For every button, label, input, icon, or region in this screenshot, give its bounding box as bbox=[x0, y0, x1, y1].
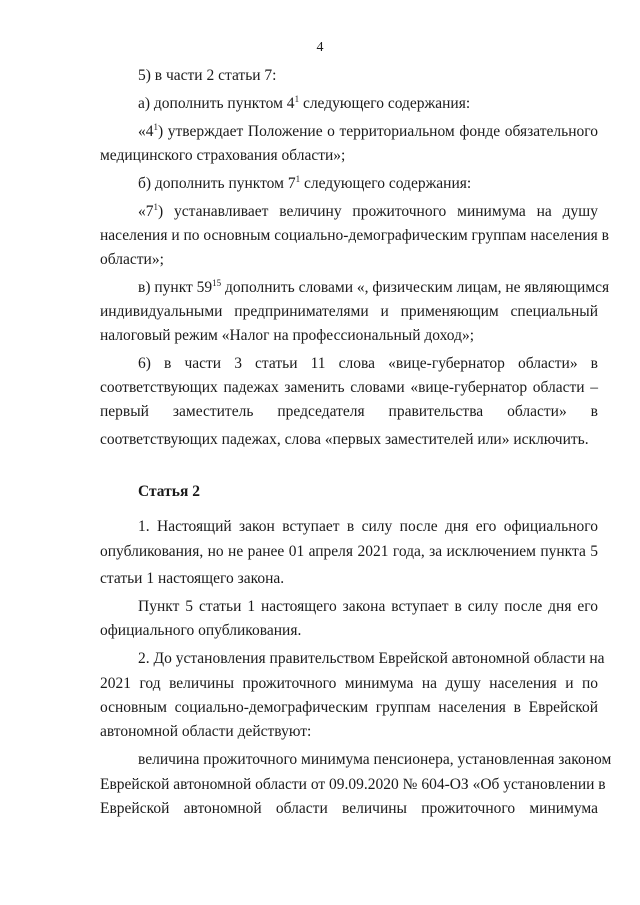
text-line: основным социально-демографическим группам населения в Еврейской bbox=[100, 699, 598, 716]
text-line: «$4^1$) утверждает Положение о территориальном фонде обязательного bbox=[138, 122, 598, 140]
article-heading: Статья 2 bbox=[138, 483, 200, 500]
text-line: «$7^1$) устанавливает величину прожиточного минимума на душу bbox=[138, 202, 598, 220]
text-line: официального опубликования. bbox=[100, 622, 302, 639]
text-line: области»; bbox=[100, 251, 164, 268]
text-line: 2021 год величины прожиточного минимума на душу населения и по bbox=[100, 675, 598, 692]
text-line: 1. Настоящий закон вступает в силу после дня его официального bbox=[138, 518, 598, 535]
text-line: Пункт 5 статьи 1 настоящего закона вступает в силу после дня его bbox=[138, 598, 598, 615]
page-number: 4 bbox=[316, 40, 324, 55]
text-line: статьи 1 настоящего закона. bbox=[100, 570, 285, 587]
text-line: соответствующих падежах, слова «первых заместителей или» исключить. bbox=[100, 431, 589, 448]
text-line: медицинского страхования области»; bbox=[100, 147, 346, 164]
text-line: 5) в части 2 статьи 7: bbox=[138, 67, 277, 84]
text-line: налоговый режим «Налог на профессиональный доход»; bbox=[100, 327, 475, 344]
text-line: а) дополнить пунктом $4^1$ следующего содержания: bbox=[138, 94, 471, 112]
text-line: опубликования, но не ранее 01 апреля 2021 года, за исключением пункта 5 bbox=[100, 543, 598, 560]
text-line: б) дополнить пунктом $7^1$ следующего содержания: bbox=[138, 174, 472, 192]
text-line: населения и по основным социально-демографическим группам населения в bbox=[100, 227, 609, 244]
text-line: Еврейской автономной области от 09.09.2020 № 604-ОЗ «Об установлении в bbox=[100, 776, 606, 793]
text-line: соответствующих падежах заменить словами «вице-губернатор области – bbox=[100, 379, 598, 396]
text-line: автономной области действуют: bbox=[100, 723, 312, 740]
text-line: Еврейской автономной области величины прожиточного минимума bbox=[100, 800, 598, 817]
text-line: величина прожиточного минимума пенсионера, установленная законом bbox=[138, 751, 612, 768]
text-line: 6) в части 3 статьи 11 слова «вице-губернатор области» в bbox=[138, 355, 598, 372]
text-line: в) пункт $59^{15}$ дополнить словами «, физическим лицам, не являющимся bbox=[138, 278, 610, 296]
text-line: первый заместитель председателя правительства области» в bbox=[100, 403, 598, 420]
text-line: индивидуальными предпринимателями и применяющим специальный bbox=[100, 303, 598, 320]
text-line: 2. До установления правительством Еврейской автономной области на bbox=[138, 650, 605, 667]
